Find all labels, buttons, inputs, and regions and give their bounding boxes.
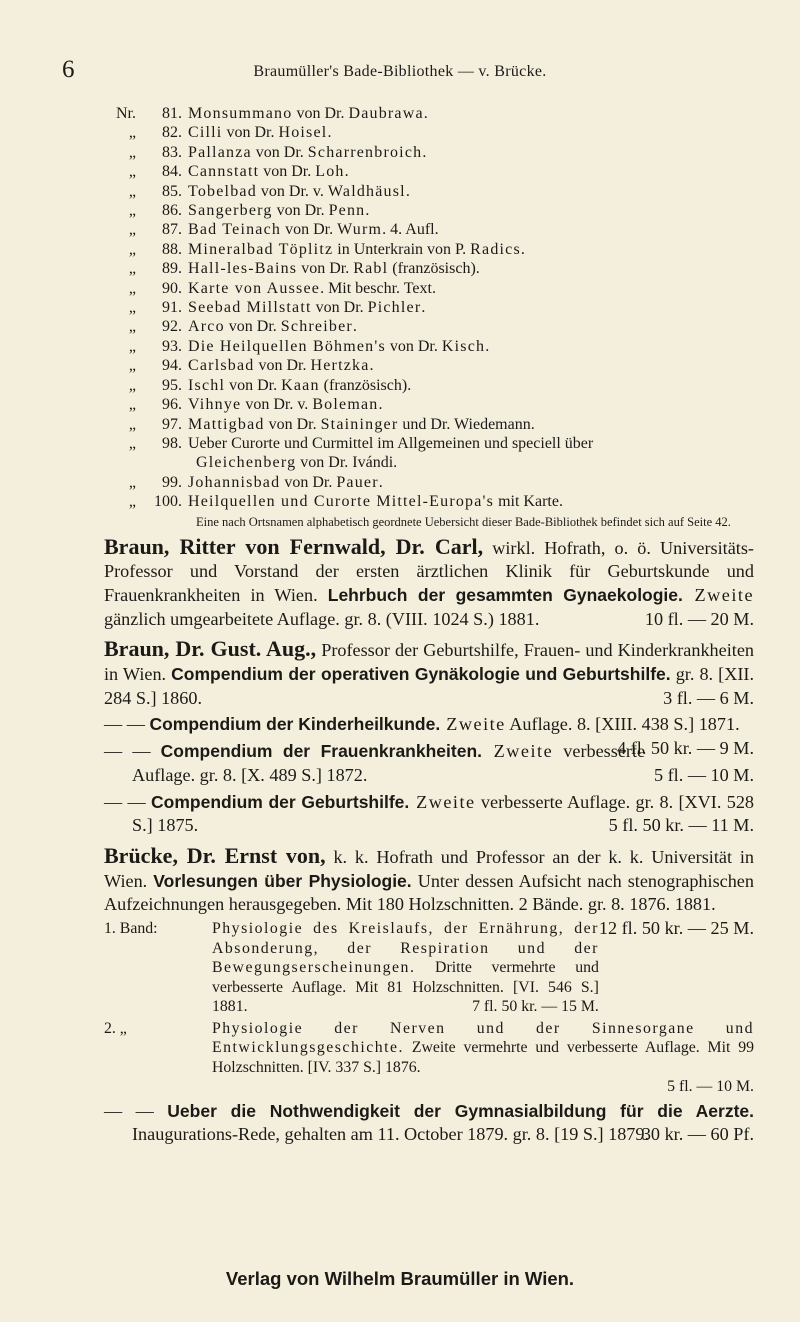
series-item xyxy=(104,356,754,375)
series-prefix: „ xyxy=(128,376,136,394)
series-prefix: „ xyxy=(128,124,136,142)
volume-title: Physiologie des Kreislaufs, der Ernährung, der Absonderung, der Respiration und der Bewegungserscheinungen. xyxy=(212,920,599,977)
book-title: Compendium der Kinderheilkunde. xyxy=(149,714,441,735)
series-number: 93. xyxy=(162,337,182,355)
series-item xyxy=(104,123,754,142)
series-prefix: „ xyxy=(128,318,136,336)
book-title: Compendium der Frauenkrankheiten. xyxy=(160,741,483,762)
publisher-footer: Verlag von Wilhelm Braumüller in Wien. xyxy=(225,1268,575,1289)
series-title: Cannstatt von Dr. Loh. xyxy=(188,163,349,181)
series-item xyxy=(104,182,754,201)
series-title: Bad Teinach von Dr. Wurm. 4. Aufl. xyxy=(188,221,439,239)
series-number: 100. xyxy=(154,493,182,511)
series-item xyxy=(104,240,754,259)
book-details: Inaugurations-Rede, gehalten am 11. October 1879. gr. 8. [19 S.] 1879. xyxy=(132,1124,650,1145)
series-prefix: „ xyxy=(128,240,136,258)
book-details: verbesserte Auflage. gr. 8. [X. 489 S.] 1872. xyxy=(132,741,646,785)
series-item xyxy=(104,337,754,356)
series-prefix: „ xyxy=(128,434,136,452)
series-item xyxy=(104,492,754,511)
entry-compendium-geburtshilfe xyxy=(104,791,754,838)
series-number: 87. xyxy=(162,221,182,239)
price: 5 fl. — 10 M. xyxy=(653,764,754,785)
series-item xyxy=(104,473,754,492)
series-number: 82. xyxy=(162,124,182,142)
series-prefix: „ xyxy=(128,357,136,375)
edition-word: Zweite xyxy=(482,741,554,762)
edition-word: Zweite xyxy=(440,714,506,735)
series-title: Die Heilquellen Böhmen's von Dr. Kisch. xyxy=(188,337,490,355)
book-title: Compendium der operativen Gynäkologie und Geburtshilfe. xyxy=(171,664,671,685)
page-content xyxy=(104,104,754,1147)
series-title: Ischl von Dr. Kaan (französisch). xyxy=(188,376,412,394)
volume-label: 1. Band: xyxy=(104,920,158,938)
author-name: Brücke, Dr. Ernst von, xyxy=(104,842,326,868)
series-title: Cilli von Dr. Hoisel. xyxy=(188,124,332,142)
series-number: 94. xyxy=(162,357,182,375)
series-item xyxy=(104,220,754,239)
book-details: Unter dessen Aufsicht nach stenographischen Aufzeichnungen herausgegeben. Mit 180 Holzschnitten. 2 Bände. gr. 8. 1876. 1881. xyxy=(104,870,754,915)
series-prefix: „ xyxy=(128,415,136,433)
book-title: Ueber die Nothwendigkeit der Gymnasialbildung für die Aerzte. xyxy=(167,1100,755,1121)
series-item xyxy=(104,434,754,453)
series-item xyxy=(104,415,754,434)
series-number: 84. xyxy=(162,163,182,181)
price: 12 fl. 50 kr. — 25 M. xyxy=(598,918,754,939)
series-title: Monsummano von Dr. Daubrawa. xyxy=(188,105,428,122)
series-item xyxy=(104,143,754,162)
series-title: Heilquellen und Curorte Mittel-Europa's mit Karte. xyxy=(188,493,563,511)
entry-nothwendigkeit xyxy=(104,1100,754,1147)
series-prefix: „ xyxy=(128,143,136,161)
price: 3 fl. — 6 M. xyxy=(663,687,754,708)
book-details: Auflage. 8. [XIII. 438 S.] 1871. xyxy=(505,714,740,735)
author-description: wirkl. Hofrath, o. ö. Universitäts-Professor und Vorstand der ersten ärztlichen Klinik für Geburtskunde und Frauenkrankheiten in Wien. xyxy=(104,537,754,605)
series-item-98-continuation: Gleichenberg von Dr. Ivándi. xyxy=(196,454,398,472)
series-title: Johannisbad von Dr. Pauer. xyxy=(188,473,383,491)
series-title: Hall-les-Bains von Dr. Rabl (französisch). xyxy=(188,260,480,278)
series-number: 99. xyxy=(162,473,182,491)
series-number: 92. xyxy=(162,318,182,336)
series-title: Ueber Curorte und Curmittel im Allgemeinen und speciell über xyxy=(188,434,594,452)
book-details: gr. 8. [XII. 284 S.] 1860. xyxy=(104,664,755,708)
series-number: 97. xyxy=(162,415,182,433)
series-number: 98. xyxy=(162,434,182,452)
series-note: Eine nach Ortsnamen alphabetisch geordnete Uebersicht dieser Bade-Bibliothek befindet sich auf Seite 42. xyxy=(196,514,731,529)
series-prefix: „ xyxy=(128,473,136,491)
volume-2 xyxy=(104,1019,754,1097)
series-title: Karte von Aussee. Mit beschr. Text. xyxy=(188,279,436,297)
series-prefix: „ xyxy=(128,493,136,511)
series-title: Tobelbad von Dr. v. Waldhäusl. xyxy=(188,182,410,200)
ditto-dash: — — xyxy=(104,791,152,812)
series-item xyxy=(104,259,754,278)
series-item xyxy=(104,279,754,298)
entry-braun-gust xyxy=(104,637,754,710)
series-item xyxy=(104,201,754,220)
series-item xyxy=(104,104,754,123)
series-prefix: „ xyxy=(128,396,136,414)
entry-braun-carl xyxy=(104,535,754,632)
series-prefix: Nr. xyxy=(116,105,136,122)
author-description: Professor der Geburtshilfe, Frauen- und Kinderkrankheiten in Wien. xyxy=(104,640,754,685)
series-number: 85. xyxy=(162,182,182,200)
edition-word: Zweite xyxy=(409,791,476,812)
series-title: Mattigbad von Dr. Staininger und Dr. Wiedemann. xyxy=(188,415,535,433)
series-title: Seebad Millstatt von Dr. Pichler. xyxy=(188,299,426,317)
price: 5 fl. — 10 M. xyxy=(667,1078,754,1096)
series-prefix: „ xyxy=(128,221,136,239)
book-details: verbesserte Auflage. gr. 8. [XVI. 528 S.] 1875. xyxy=(132,791,755,836)
volume-details: Zweite vermehrte und verbesserte Auflage. Mit 99 Holzschnitten. [IV. 337 S.] 1876. xyxy=(212,1039,754,1076)
price: 30 kr. — 60 Pf. xyxy=(641,1124,754,1145)
series-prefix: „ xyxy=(128,279,136,297)
edition-word: Zweite xyxy=(682,584,755,605)
series-list xyxy=(104,104,754,453)
series-number: 91. xyxy=(162,299,182,317)
series-title: Carlsbad von Dr. Hertzka. xyxy=(188,357,374,375)
series-prefix: „ xyxy=(128,163,136,181)
book-title: Compendium der Geburtshilfe. xyxy=(151,791,410,812)
series-title: Mineralbad Töplitz in Unterkrain von P. Radics. xyxy=(188,240,525,258)
series-title: Pallanza von Dr. Scharrenbroich. xyxy=(188,143,427,161)
price: 7 fl. 50 kr. — 15 M. xyxy=(472,998,599,1016)
series-item xyxy=(104,376,754,395)
running-title: Braumüller's Bade-Bibliothek — v. Brücke. xyxy=(253,63,547,80)
series-number: 89. xyxy=(162,260,182,278)
volume-label: 2. „ xyxy=(104,1019,127,1037)
series-prefix: „ xyxy=(128,337,136,355)
series-number: 90. xyxy=(162,279,182,297)
series-prefix: „ xyxy=(128,260,136,278)
series-prefix: „ xyxy=(128,202,136,220)
series-prefix: „ xyxy=(128,299,136,317)
series-title: Vihnye von Dr. v. Boleman. xyxy=(188,396,383,414)
series-number: 83. xyxy=(162,143,182,161)
author-description: k. k. Hofrath und Professor an der k. k. Universität in Wien. xyxy=(104,846,754,891)
price: 5 fl. 50 kr. — 11 M. xyxy=(608,815,754,836)
ditto-dash: — — xyxy=(104,741,161,762)
volume-1 xyxy=(104,919,599,1017)
series-title: Sangerberg von Dr. Penn. xyxy=(188,202,370,220)
author-name: Braun, Dr. Gust. Aug., xyxy=(104,636,317,662)
series-number: 96. xyxy=(162,396,182,414)
book-title: Lehrbuch der gesammten Gynaekologie. xyxy=(327,584,683,605)
series-item xyxy=(104,162,754,181)
volume-details: Dritte vermehrte und verbesserte Auflage. Mit 81 Holzschnitten. [VI. 546 S.] 1881. xyxy=(212,959,599,1016)
page-number: 6 xyxy=(62,56,75,83)
author-name: Braun, Ritter von Fernwald, Dr. Carl, xyxy=(104,533,484,559)
series-item xyxy=(104,317,754,336)
ditto-dash: — — xyxy=(104,1100,168,1121)
series-number: 88. xyxy=(162,240,182,258)
book-details: gänzlich umgearbeitete Auflage. gr. 8. (VIII. 1024 S.) 1881. xyxy=(104,608,540,629)
series-list-tail xyxy=(104,473,754,512)
series-number: 81. xyxy=(162,105,182,122)
volume-title: Physiologie der Nerven und der Sinnesorgane und Entwicklungsgeschichte. xyxy=(212,1019,754,1057)
series-item xyxy=(104,395,754,414)
series-number: 86. xyxy=(162,202,182,220)
price: 4 fl. 50 kr. — 9 M. xyxy=(617,738,754,759)
series-number: 95. xyxy=(162,376,182,394)
series-title: Arco von Dr. Schreiber. xyxy=(188,318,357,336)
series-prefix: „ xyxy=(128,182,136,200)
price: 10 fl. — 20 M. xyxy=(644,608,754,629)
page-header xyxy=(0,56,800,86)
series-item xyxy=(104,298,754,317)
book-title: Vorlesungen über Physiologie. xyxy=(153,870,412,891)
ditto-dash: — — xyxy=(104,714,150,735)
